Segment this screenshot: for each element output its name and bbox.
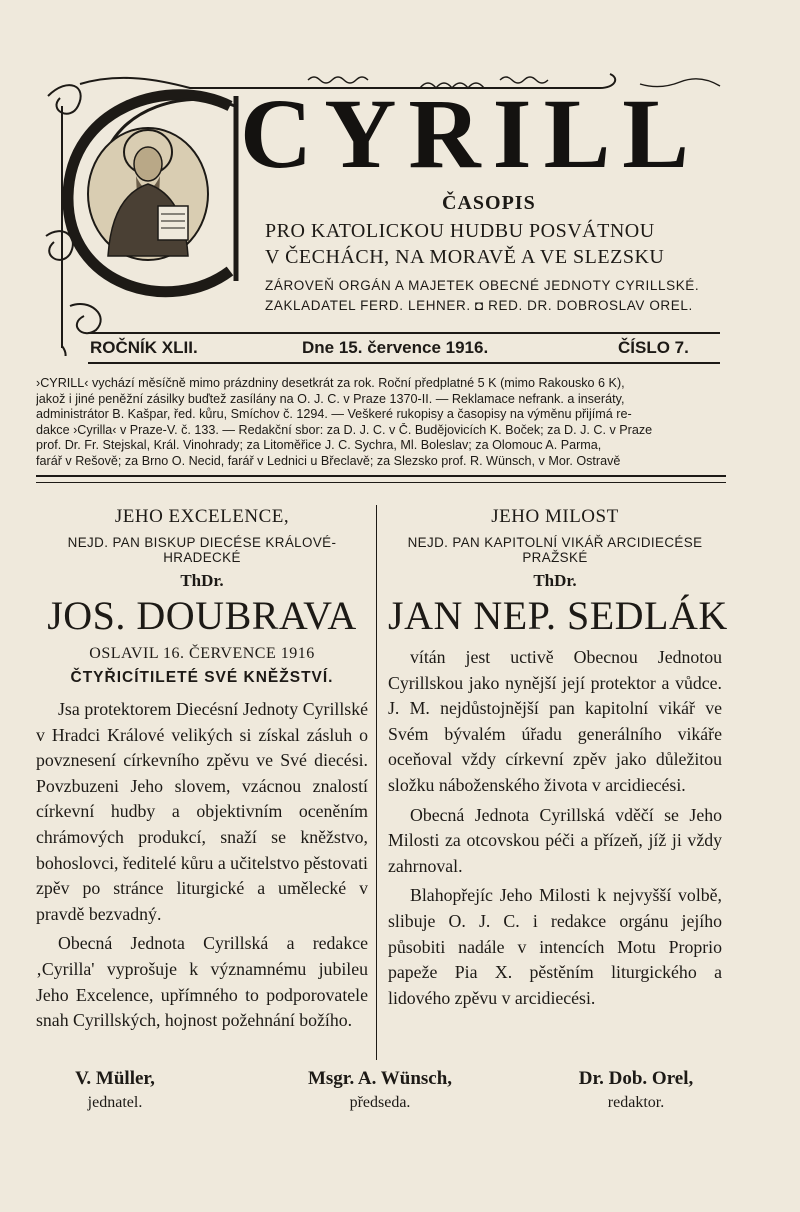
notice-line: farář v Rešově; za Brno O. Necid, farář v Lednici u Břeclavě; za Slezsko prof. R. Wünsch, v Mor. Ostravě	[36, 453, 621, 468]
left-text	[36, 697, 368, 1034]
right-text	[388, 645, 722, 1011]
issue-number: ČÍSLO 7.	[618, 338, 689, 357]
masthead-subtitle-2: V ČECHÁCH, NA MORAVĚ A VE SLEZSKU	[265, 246, 665, 268]
left-name: JOS. DOUBRAVA	[47, 593, 357, 638]
signature-role: předseda.	[349, 1094, 411, 1111]
masthead-title: CYRILL	[240, 78, 701, 189]
issue-rule-top	[88, 332, 720, 334]
notice-line: administrátor B. Kašpar, řed. kůru, Smíchov č. 1294. — Veškeré rukopisy a časopisy na výměnu přijímá re-	[36, 407, 632, 422]
masthead-casopis: ČASOPIS	[442, 192, 536, 214]
signature-name: Msgr. A. Wünsch,	[307, 1068, 453, 1089]
masthead-subtitle-1: PRO KATOLICKOU HUDBU POSVÁTNOU	[265, 220, 655, 242]
right-position: NEJD. PAN KAPITOLNÍ VIKÁŘ ARCIDIECÉSE PRAŽSKÉ	[407, 535, 703, 565]
issue-date: Dne 15. července 1916.	[302, 338, 489, 357]
subscription-notice	[36, 376, 726, 470]
masthead-organ-line: ZÁROVEŇ ORGÁN A MAJETEK OBECNÉ JEDNOTY CYRILLSKÉ.	[265, 278, 700, 293]
issue-rule-bottom	[88, 362, 720, 364]
column-divider	[376, 505, 377, 1060]
right-paragraph: Blahopřejíc Jeho Milosti k nejvyšší volbě, slibuje O. J. C. i redakce orgánu jejího působiti nadále v intencích Motu Proprio papeže Pia X. pěstěním liturgického a lidového zpěvu v arcidiecési.	[388, 885, 722, 1008]
notice-rule-2	[36, 482, 726, 483]
notice-line: ›CYRILL‹ vychází měsíčně mimo prázdniny desetkrát za rok. Roční předplatné 5 K (mimo Rakousko 6 K),	[36, 376, 625, 390]
left-event-line-1: OSLAVIL 16. ČERVENCE 1916	[89, 645, 315, 662]
signature-name: V. Müller,	[75, 1068, 155, 1089]
signature-role: jednatel.	[87, 1094, 143, 1111]
right-name: JAN NEP. SEDLÁK	[388, 593, 728, 638]
notice-rule-1	[36, 475, 726, 477]
signature-role: redaktor.	[607, 1094, 665, 1111]
signature-name: Dr. Dob. Orel,	[578, 1068, 694, 1089]
notice-line: jakož i jiné peněžní zásilky buďtež zasílány na O. J. C. v Praze 1370-II. — Reklamace nefrank. a inseráty,	[36, 391, 625, 406]
left-position: NEJD. PAN BISKUP DIECÉSE KRÁLOVÉ-HRADECKÉ	[67, 535, 337, 565]
issue-volume: ROČNÍK XLII.	[90, 338, 198, 357]
notice-line: dakce ›Cyrilla‹ v Praze-V. č. 133. — Redakční sbor: za D. J. C. v Č. Budějovicích K. Boček; za D. J. C. v Praze	[36, 422, 653, 437]
signature-muller	[40, 1068, 190, 1112]
right-honorific: JEHO MILOST	[491, 506, 619, 527]
notice-line: prof. Dr. Fr. Stejskal, Král. Vinohrady; za Litoměřice J. C. Sychra, Ml. Boleslav; za Olomouc A. Parma,	[36, 438, 602, 453]
left-event-line-2: ČTYŘICÍTILETÉ SVÉ KNĚŽSTVÍ.	[70, 669, 334, 686]
left-paragraph: Obecná Jednota Cyrillská a redakce ‚Cyrilla' vyprošuje k významnému jubileu Jeho Excelence, upřímného to podporovatele snah Cyrillských, hojnost požehnání božího.	[36, 933, 368, 1031]
saint-portrait-icon	[88, 128, 208, 260]
masthead-founder-line: ZAKLADATEL FERD. LEHNER. ◘ RED. DR. DOBROSLAV OREL.	[265, 298, 693, 313]
right-paragraph: vítán jest uctivě Obecnou Jednotou Cyrillskou jako nynější její protektor a vůdce. J. M. nejdůstojnější pan kapitolní vikář ve Svém bývalém úřadu generálního vikáře oceňoval vždy církevní zpěv jako důležitou složku náboženského života v arcidiecési.	[388, 647, 722, 795]
right-degree: ThDr.	[533, 571, 577, 590]
signature-wunsch	[280, 1068, 480, 1112]
signature-orel	[556, 1068, 716, 1112]
left-paragraph: Jsa protektorem Diecésní Jednoty Cyrillské v Hradci Králové velikých si získal zásluh o povznesení církevního zpěvu ve Své diecési. Povzbuzeni Jeho slovem, vzácnou znalostí církevní hudby a objektivním oceněním chrámových produkcí, snaží se kněžstvo, bohoslovci, ředitelé kůru a učitelstvo pěstovati zpěv po stránce liturgické a umělecké v pravdě bezvadný.	[36, 699, 368, 924]
left-honorific: JEHO EXCELENCE,	[114, 506, 290, 527]
left-degree: ThDr.	[180, 571, 224, 590]
left-column	[36, 505, 368, 1034]
right-column	[388, 505, 728, 1011]
right-paragraph: Obecná Jednota Cyrillská vděčí se Jeho Milosti za otcovskou péči a přízeň, jíž ji vždy zahrnoval.	[388, 804, 722, 876]
